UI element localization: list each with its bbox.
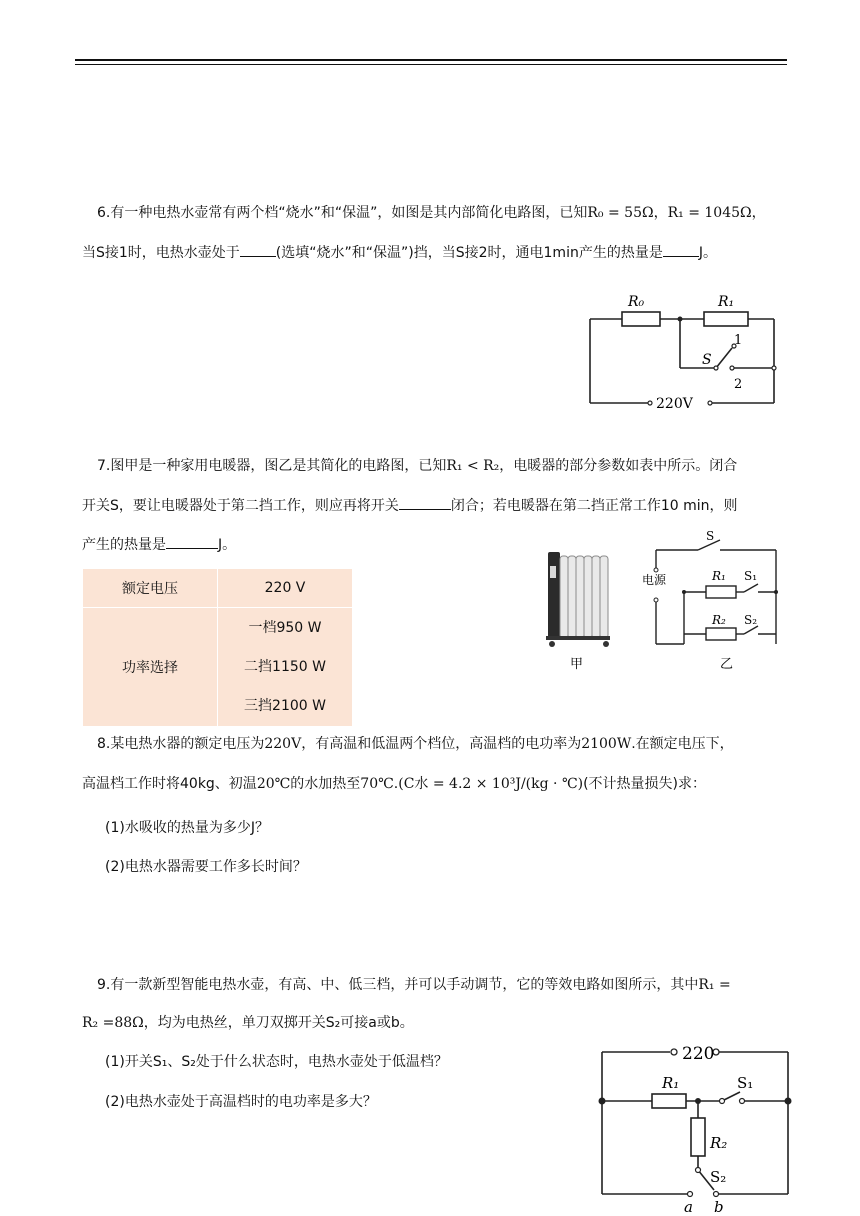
power-option-2: 二挡1150 W bbox=[244, 658, 326, 675]
power-options bbox=[218, 608, 353, 727]
q6-label-r0: R₀ bbox=[628, 294, 645, 310]
q8-text-a: 8.某电热水器的额定电压为 bbox=[97, 736, 265, 752]
table-row bbox=[83, 608, 353, 727]
rated-voltage-value: 220 V bbox=[218, 569, 353, 608]
q7-blank-2[interactable] bbox=[166, 534, 218, 549]
q6-line2 bbox=[82, 242, 717, 263]
q6-text-d: J。 bbox=[698, 245, 717, 261]
q7-text-b: ，电暖器的部分参数如表中所示。闭合 bbox=[499, 458, 738, 474]
q7-label-yi: 乙 bbox=[720, 657, 734, 672]
q6-r1-value: R₁ = 1045Ω bbox=[667, 205, 752, 221]
q6-label-s: S bbox=[702, 352, 712, 368]
q6-line1: 6.有一种电热水壶常有两个档“烧水”和“保温”，如图是其内部简化电路图，已知R₀ = 55Ω，R₁ = 1045Ω， bbox=[97, 205, 766, 221]
q8-specific-heat: .(C水 = 4.2 × 10³J/(kg · ℃) bbox=[393, 776, 584, 792]
q8-sub1: (1)水吸收的热量为多少J？ bbox=[105, 820, 269, 836]
q8-line2 bbox=[82, 774, 706, 794]
q9-label-b: b bbox=[714, 1198, 724, 1216]
q7-label-r1: R₁ bbox=[712, 569, 726, 583]
q7-label-s2: S₂ bbox=[744, 613, 758, 627]
q9-r1: R₁ = bbox=[698, 977, 731, 993]
q8-line1 bbox=[97, 734, 734, 754]
q7-text-a: 7.图甲是一种家用电暖器，图乙是其简化的电路图，已知 bbox=[97, 458, 447, 474]
q6-label-1: 1 bbox=[734, 333, 743, 348]
q7-circuit-diagram bbox=[640, 528, 790, 672]
q7-label-s1: S₁ bbox=[744, 569, 758, 583]
q9-line2 bbox=[82, 1013, 414, 1033]
q8-text-c: .在额定电压下， bbox=[631, 736, 734, 752]
q7-heater-illustration bbox=[540, 548, 620, 672]
q9-label-a: a bbox=[684, 1198, 693, 1216]
q8-text-f: (不计热量损失)求： bbox=[583, 776, 707, 792]
q7-text-e: 产生的热量是 bbox=[82, 537, 166, 553]
q7-label-power-source: 电源 bbox=[642, 573, 667, 587]
q8-text-d: 高温档工作时将40kg、初温 bbox=[82, 776, 257, 792]
q7-text-d: 闭合；若电暖器在第二挡正常工作10 min，则 bbox=[450, 498, 738, 514]
q7-line3 bbox=[82, 534, 236, 555]
q9-r2-value: R₂ =88Ω bbox=[82, 1015, 144, 1031]
q7-label-jia: 甲 bbox=[570, 657, 584, 672]
q8-sub2: (2)电热水器需要工作多长时间？ bbox=[105, 859, 307, 875]
q7-line1 bbox=[97, 456, 737, 476]
q8-voltage: 220V bbox=[264, 736, 302, 752]
q6-label-r1: R₁ bbox=[718, 294, 735, 310]
q6-circuit-diagram bbox=[582, 288, 782, 412]
q6-text-c: (选填“烧水”和“保温”)挡，当S接2时，通电1min产生的热量是 bbox=[275, 245, 663, 261]
q7-params-table bbox=[82, 568, 353, 727]
q9-sub1: (1)开关S₁、S₂处于什么状态时，电热水壶处于低温档？ bbox=[105, 1054, 448, 1070]
power-option-1: 一档950 W bbox=[248, 619, 322, 636]
q7-label-s: S bbox=[706, 529, 715, 543]
q9-circuit-diagram bbox=[592, 1040, 796, 1216]
q9-label-r1: R₁ bbox=[662, 1074, 680, 1092]
q9-line1 bbox=[97, 975, 731, 995]
q9-label-voltage: 220 bbox=[682, 1044, 715, 1064]
q9-text-a: 9.有一款新型智能电热水壶，有高、中、低三档，并可以手动调节，它的等效电路如图所示，其中 bbox=[97, 977, 699, 993]
q7-text-f: J。 bbox=[218, 537, 237, 553]
q7-line2 bbox=[82, 495, 738, 516]
q7-label-r2: R₂ bbox=[712, 613, 726, 627]
q9-text-b: ，均为电热丝，单刀双掷开关S₂可接a或b。 bbox=[143, 1015, 414, 1031]
q6-label-2: 2 bbox=[734, 377, 743, 392]
header-rule-thin bbox=[75, 64, 787, 65]
q7-r-relation: R₁ < R₂ bbox=[446, 458, 500, 474]
q6-text-a: 6.有一种电热水壶常有两个档“烧水”和“保温”，如图是其内部简化电路图，已知 bbox=[97, 205, 588, 221]
power-label: 功率选择 bbox=[83, 608, 218, 727]
q6-r0-value: R₀ = 55Ω bbox=[587, 205, 654, 221]
q6-label-voltage: 220V bbox=[656, 396, 693, 412]
rated-voltage-label: 额定电压 bbox=[83, 569, 218, 608]
q6-blank-2[interactable] bbox=[663, 242, 699, 257]
q8-final-temp: 70℃ bbox=[360, 776, 394, 792]
q6-blank-1[interactable] bbox=[240, 242, 276, 257]
q7-blank-1[interactable] bbox=[399, 495, 451, 510]
q6-text-b: 当S接1时，电热水壶处于 bbox=[82, 245, 240, 261]
q7-text-c: 开关S，要让电暖器处于第二挡工作，则应再将开关 bbox=[82, 498, 399, 514]
q8-text-e: 的水加热至 bbox=[290, 776, 361, 792]
power-option-3: 三挡2100 W bbox=[244, 697, 326, 714]
q9-label-s1: S₁ bbox=[737, 1074, 754, 1092]
q9-label-s2: S₂ bbox=[710, 1168, 727, 1186]
table-row bbox=[83, 569, 353, 608]
q8-power: 2100W bbox=[581, 736, 632, 752]
q8-text-b: ，有高温和低温两个档位，高温档的电功率为 bbox=[301, 736, 582, 752]
header-rule-thick bbox=[75, 59, 787, 61]
q9-sub2: (2)电热水壶处于高温档时的电功率是多大？ bbox=[105, 1094, 377, 1110]
q9-label-r2: R₂ bbox=[710, 1134, 728, 1152]
q8-initial-temp: 20℃ bbox=[256, 776, 291, 792]
